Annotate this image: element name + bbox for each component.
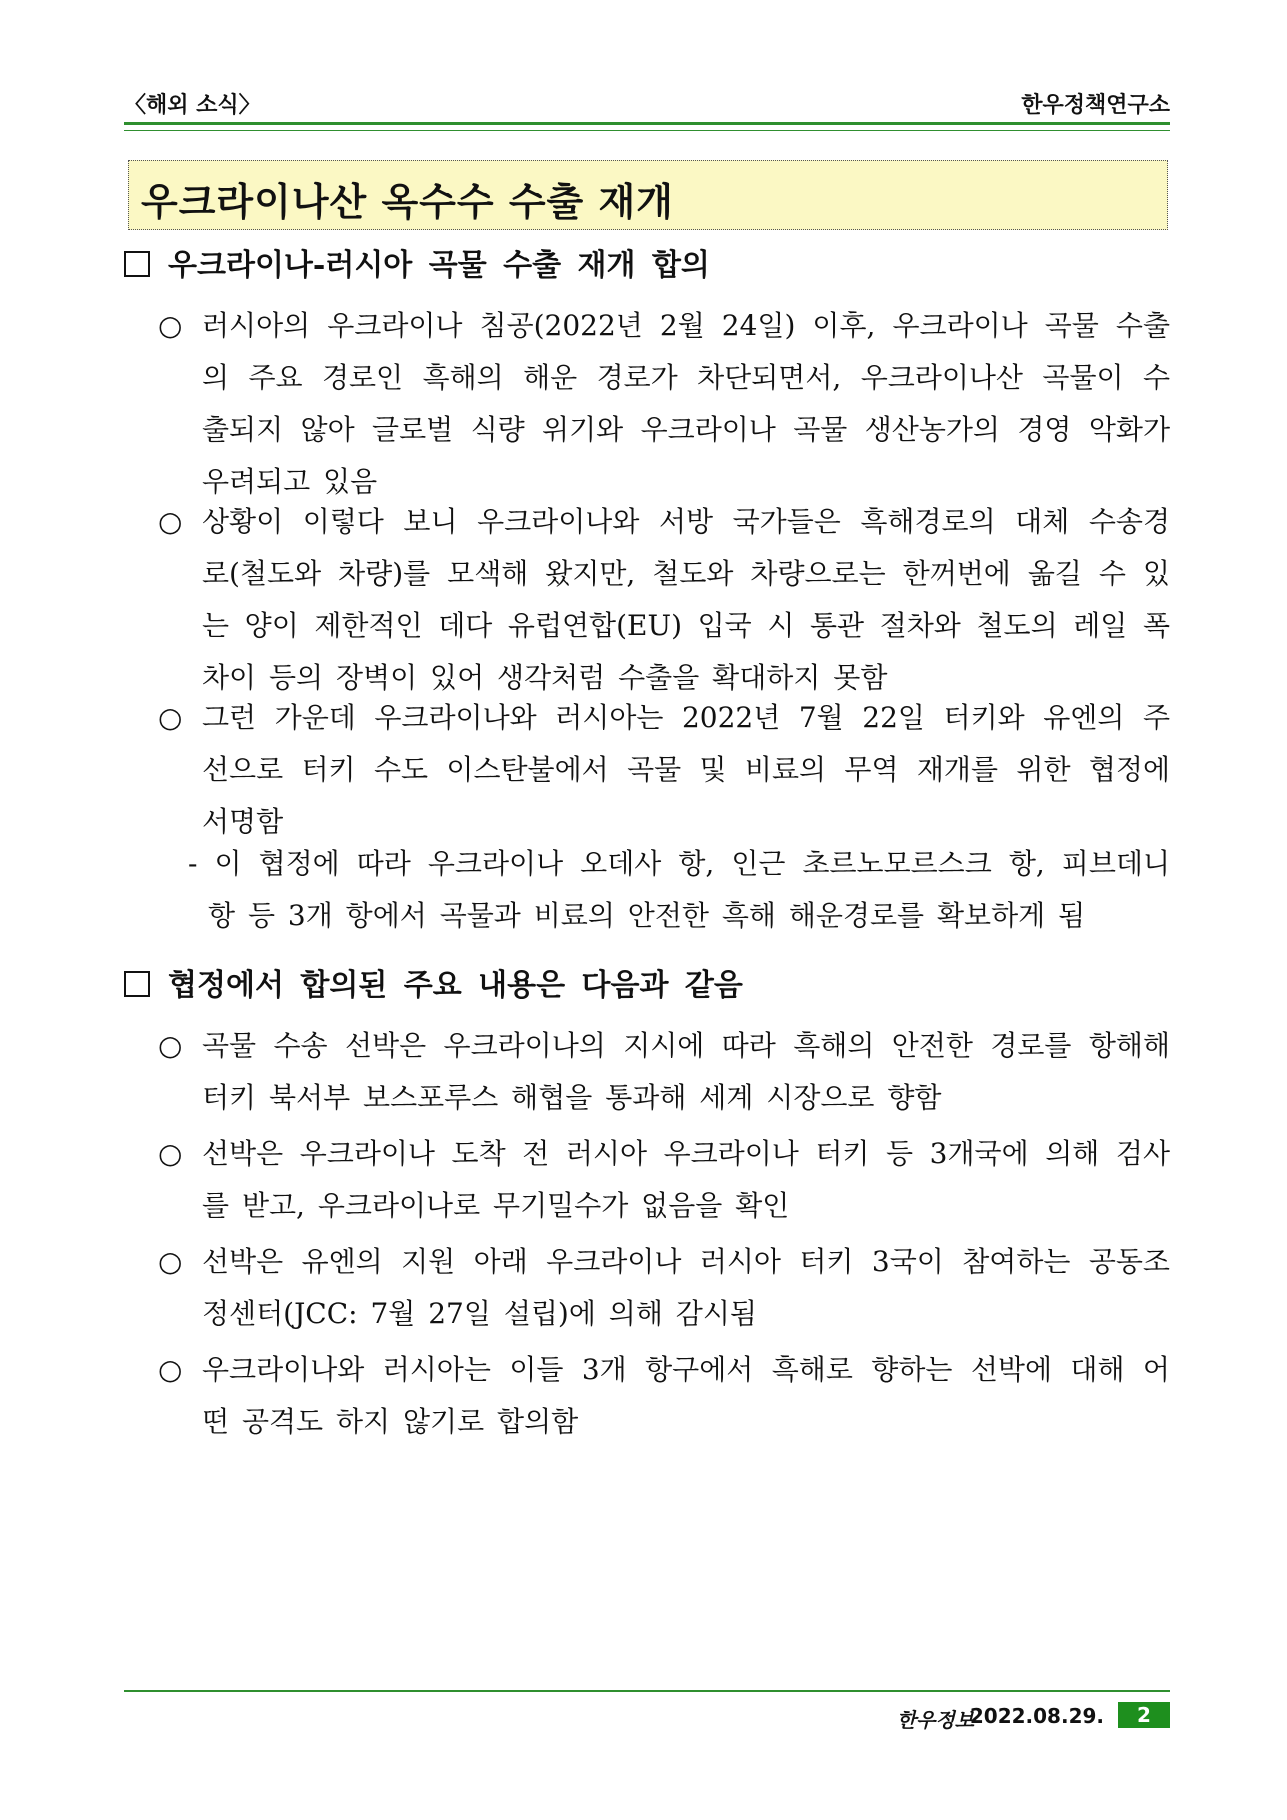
- page-header: [124, 88, 1170, 118]
- item-line: 선박은 우크라이나 도착 전 러시아 우크라이나 터키 등 3개국에 의해 검사: [202, 1137, 1170, 1170]
- header-rule: [124, 122, 1170, 125]
- circle-bullet-icon: ○: [158, 1137, 183, 1170]
- footer-rule: [124, 1690, 1170, 1692]
- bullet-item: [158, 300, 1170, 508]
- item-line: 상황이 이렇다 보니 우크라이나와 서방 국가들은 흑해경로의 대체 수송경: [202, 505, 1170, 538]
- item-line: 떤 공격도 하지 않기로 합의함: [202, 1405, 579, 1438]
- item-line: 곡물 수송 선박은 우크라이나의 지시에 따라 흑해의 안전한 경로를 항해해: [202, 1029, 1170, 1062]
- bullet-item: [158, 1020, 1170, 1124]
- circle-bullet-icon: ○: [158, 505, 183, 538]
- sub-item: [188, 838, 1170, 942]
- item-line: 출되지 않아 글로벌 식량 위기와 우크라이나 곡물 생산농가의 경영 악화가: [202, 413, 1170, 446]
- sub-item-line: - 이 협정에 따라 우크라이나 오데사 항, 인근 초르노모르스크 항, 피브데니: [188, 847, 1170, 880]
- page-footer: [124, 1700, 1170, 1730]
- circle-bullet-icon: ○: [158, 1353, 183, 1386]
- item-line: 우크라이나와 러시아는 이들 3개 항구에서 흑해로 향하는 선박에 대해 어: [202, 1353, 1170, 1386]
- item-line: 러시아의 우크라이나 침공(2022년 2월 24일) 이후, 우크라이나 곡물 수출: [202, 309, 1170, 342]
- bullet-item: [158, 692, 1170, 848]
- item-line: 의 주요 경로인 흑해의 해운 경로가 차단되면서, 우크라이나산 곡물이 수: [202, 361, 1170, 394]
- item-line: 선으로 터키 수도 이스탄불에서 곡물 및 비료의 무역 재개를 위한 협정에: [202, 753, 1170, 786]
- section-heading-1: [124, 240, 710, 284]
- item-line: 그런 가운데 우크라이나와 러시아는 2022년 7월 22일 터키와 유엔의 주: [202, 701, 1170, 734]
- sub-item-line: 항 등 3개 항에서 곡물과 비료의 안전한 흑해 해운경로를 확보하게 됨: [208, 899, 1086, 932]
- circle-bullet-icon: ○: [158, 309, 183, 342]
- header-org: 한우정책연구소: [1021, 93, 1170, 118]
- item-line: 서명함: [202, 805, 284, 838]
- checkbox-square-icon: [124, 971, 150, 997]
- bullet-item: [158, 1236, 1170, 1340]
- page-title: 우크라이나산 옥수수 수출 재개: [141, 180, 674, 224]
- checkbox-square-icon: [124, 251, 150, 277]
- circle-bullet-icon: ○: [158, 1029, 183, 1062]
- footer-date: 2022.08.29.: [969, 1704, 1104, 1728]
- item-line: 차이 등의 장벽이 있어 생각처럼 수출을 확대하지 못함: [202, 661, 888, 694]
- section-heading-text: 협정에서 합의된 주요 내용은 다음과 같음: [168, 968, 743, 1003]
- item-line: 를 받고, 우크라이나로 무기밀수가 없음을 확인: [202, 1189, 790, 1222]
- title-box: [128, 160, 1168, 230]
- item-line: 선박은 유엔의 지원 아래 우크라이나 러시아 터키 3국이 참여하는 공동조: [202, 1245, 1170, 1278]
- item-line: 정센터(JCC: 7월 27일 설립)에 의해 감시됨: [202, 1297, 757, 1330]
- circle-bullet-icon: ○: [158, 701, 183, 734]
- bullet-item: [158, 496, 1170, 704]
- header-category: 〈해외 소식〉: [124, 93, 261, 118]
- item-line: 로(철도와 차량)를 모색해 왔지만, 철도와 차량으로는 한꺼번에 옮길 수 있: [202, 557, 1170, 590]
- section-heading-2: [124, 960, 743, 1004]
- footer-brand: 한우정보: [896, 1708, 974, 1732]
- header-rule-thin: [124, 130, 1170, 131]
- bullet-item: [158, 1344, 1170, 1448]
- item-line: 는 양이 제한적인 데다 유럽연합(EU) 입국 시 통관 절차와 철도의 레일 폭: [202, 609, 1170, 642]
- circle-bullet-icon: ○: [158, 1245, 183, 1278]
- item-line: 우려되고 있음: [202, 465, 378, 498]
- page-number-badge: 2: [1118, 1702, 1170, 1728]
- section-heading-text: 우크라이나-러시아 곡물 수출 재개 합의: [168, 248, 710, 283]
- bullet-item: [158, 1128, 1170, 1232]
- item-line: 터키 북서부 보스포루스 해협을 통과해 세계 시장으로 향함: [202, 1081, 942, 1114]
